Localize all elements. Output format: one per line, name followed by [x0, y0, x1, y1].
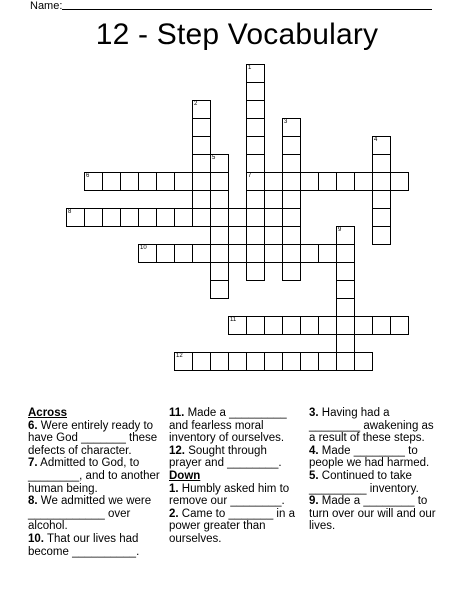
grid-cell[interactable] — [300, 352, 319, 371]
grid-cell[interactable] — [246, 262, 265, 281]
grid-cell[interactable] — [192, 118, 211, 137]
grid-cell[interactable] — [102, 172, 121, 191]
grid-cell[interactable] — [282, 226, 301, 245]
grid-cell[interactable] — [372, 190, 391, 209]
grid-cell[interactable] — [174, 208, 193, 227]
grid-cell[interactable] — [192, 136, 211, 155]
grid-cell[interactable] — [372, 316, 391, 335]
grid-cell[interactable] — [210, 172, 229, 191]
grid-cell[interactable] — [174, 172, 193, 191]
cell-number: 3 — [284, 119, 288, 125]
grid-cell[interactable] — [246, 208, 265, 227]
cell-number: 4 — [374, 137, 378, 143]
grid-cell[interactable] — [66, 208, 85, 227]
clue-down-2: 2. Came to _______ in a power greater than ourselves. — [169, 507, 295, 545]
cell-number: 11 — [230, 317, 237, 323]
clue-across-12: 12. Sought through prayer and ________. — [169, 444, 282, 470]
grid-cell[interactable] — [318, 316, 337, 335]
grid-cell[interactable] — [156, 244, 175, 263]
cell-number: 2 — [194, 101, 198, 107]
grid-cell[interactable] — [210, 226, 229, 245]
grid-cell[interactable] — [192, 190, 211, 209]
grid-cell[interactable] — [210, 208, 229, 227]
clue-across-10: 10. That our lives had become __________. — [28, 532, 140, 558]
clue-down-5: 5. Continued to take _________ inventory. — [309, 469, 419, 495]
clues-column-2 — [169, 407, 295, 546]
grid-cell[interactable] — [354, 316, 373, 335]
grid-cell[interactable] — [84, 208, 103, 227]
cell-number: 10 — [140, 245, 147, 251]
grid-cell[interactable] — [210, 262, 229, 281]
grid-cell[interactable] — [246, 64, 265, 83]
grid-cell[interactable] — [282, 262, 301, 281]
grid-cell[interactable] — [372, 208, 391, 227]
page-title: 12 - Step Vocabulary — [95, 18, 379, 51]
grid-cell[interactable] — [282, 352, 301, 371]
grid-cell[interactable] — [372, 154, 391, 173]
grid-cell[interactable] — [264, 316, 283, 335]
grid-cell[interactable] — [282, 190, 301, 209]
cell-number: 9 — [338, 227, 342, 233]
grid-cell[interactable] — [246, 316, 265, 335]
grid-cell[interactable] — [300, 172, 319, 191]
clue-down-4: 4. Made ________ to people we had harmed. — [309, 444, 430, 470]
grid-cell[interactable] — [246, 352, 265, 371]
cell-number: 7 — [248, 173, 252, 179]
grid-cell[interactable] — [300, 244, 319, 263]
across-heading: Across — [28, 407, 67, 419]
cell-number: 6 — [86, 173, 90, 179]
grid-cell[interactable] — [336, 226, 355, 245]
grid-cell[interactable] — [336, 334, 355, 353]
down-heading: Down — [169, 469, 201, 482]
grid-cell[interactable] — [192, 100, 211, 119]
grid-cell[interactable] — [210, 352, 229, 371]
clue-across-8: 8. We admitted we were ____________ over alcohol. — [28, 495, 152, 533]
grid-cell[interactable] — [174, 352, 193, 371]
grid-cell[interactable] — [210, 280, 229, 299]
grid-cell[interactable] — [282, 118, 301, 137]
clue-down-9: 9. Made a ________ to turn over our will and our lives. — [309, 495, 436, 533]
grid-cell[interactable] — [336, 280, 355, 299]
clue-down-3: 3. Having had a ________ awakening as a result of these steps. — [309, 407, 434, 445]
grid-cell[interactable] — [336, 262, 355, 281]
grid-cell[interactable] — [102, 208, 121, 227]
grid-cell[interactable] — [318, 352, 337, 371]
grid-cell[interactable] — [192, 172, 211, 191]
cell-number: 1 — [248, 65, 252, 71]
grid-cell[interactable] — [246, 118, 265, 137]
clues-column-3 — [309, 407, 443, 533]
grid-cell[interactable] — [246, 190, 265, 209]
grid-cell[interactable] — [246, 154, 265, 173]
grid-cell[interactable] — [318, 172, 337, 191]
grid-cell[interactable] — [174, 244, 193, 263]
grid-cell[interactable] — [264, 244, 283, 263]
grid-cell[interactable] — [138, 172, 157, 191]
grid-cell[interactable] — [156, 172, 175, 191]
grid-cell[interactable] — [282, 244, 301, 263]
grid-cell[interactable] — [228, 244, 247, 263]
clues-column-1 — [28, 407, 164, 558]
grid-cell[interactable] — [192, 244, 211, 263]
grid-cell[interactable] — [228, 208, 247, 227]
grid-cell[interactable] — [138, 208, 157, 227]
grid-cell[interactable] — [354, 352, 373, 371]
clue-across-6: 6. Were entirely ready to have God _______ these defects of character. — [28, 419, 158, 457]
grid-cell[interactable] — [246, 100, 265, 119]
grid-cell[interactable] — [372, 136, 391, 155]
grid-cell[interactable] — [120, 208, 139, 227]
grid-cell[interactable] — [264, 208, 283, 227]
grid-cell[interactable] — [192, 208, 211, 227]
cell-number: 5 — [212, 155, 216, 161]
grid-cell[interactable] — [282, 172, 301, 191]
grid-cell[interactable] — [228, 352, 247, 371]
grid-cell[interactable] — [138, 244, 157, 263]
clue-down-1: 1. Humbly asked him to remove our ________. — [169, 482, 290, 508]
grid-cell[interactable] — [210, 154, 229, 173]
grid-cell[interactable] — [318, 244, 337, 263]
grid-cell[interactable] — [372, 226, 391, 245]
grid-cell[interactable] — [336, 172, 355, 191]
cell-number: 12 — [176, 353, 183, 359]
name-label: Name: — [30, 0, 63, 12]
grid-cell[interactable] — [336, 316, 355, 335]
grid-cell[interactable] — [336, 352, 355, 371]
grid-cell[interactable] — [264, 352, 283, 371]
grid-cell[interactable] — [246, 244, 265, 263]
grid-cell[interactable] — [300, 316, 319, 335]
grid-cell[interactable] — [84, 172, 103, 191]
grid-cell[interactable] — [246, 226, 265, 245]
grid-cell[interactable] — [282, 208, 301, 227]
grid-cell[interactable] — [246, 82, 265, 101]
grid-cell[interactable] — [336, 244, 355, 263]
grid-cell[interactable] — [390, 316, 409, 335]
grid-cell[interactable] — [336, 298, 355, 317]
grid-cell[interactable] — [228, 316, 247, 335]
grid-cell[interactable] — [156, 208, 175, 227]
grid-cell[interactable] — [282, 136, 301, 155]
grid-cell[interactable] — [390, 172, 409, 191]
clue-across-11: 11. Made a _________ and fearless moral inventory of ourselves. — [169, 407, 287, 445]
grid-cell[interactable] — [120, 172, 139, 191]
grid-cell[interactable] — [192, 154, 211, 173]
grid-cell[interactable] — [192, 352, 211, 371]
grid-cell[interactable] — [264, 172, 283, 191]
grid-cell[interactable] — [354, 172, 373, 191]
grid-cell[interactable] — [282, 316, 301, 335]
grid-cell[interactable] — [282, 154, 301, 173]
cell-number: 8 — [68, 209, 72, 215]
grid-cell[interactable] — [372, 172, 391, 191]
grid-cell[interactable] — [246, 136, 265, 155]
grid-cell[interactable] — [210, 244, 229, 263]
clue-across-7: 7. Admitted to God, to ________, and to another human being. — [28, 457, 160, 495]
grid-cell[interactable] — [210, 190, 229, 209]
grid-cell[interactable] — [246, 172, 265, 191]
